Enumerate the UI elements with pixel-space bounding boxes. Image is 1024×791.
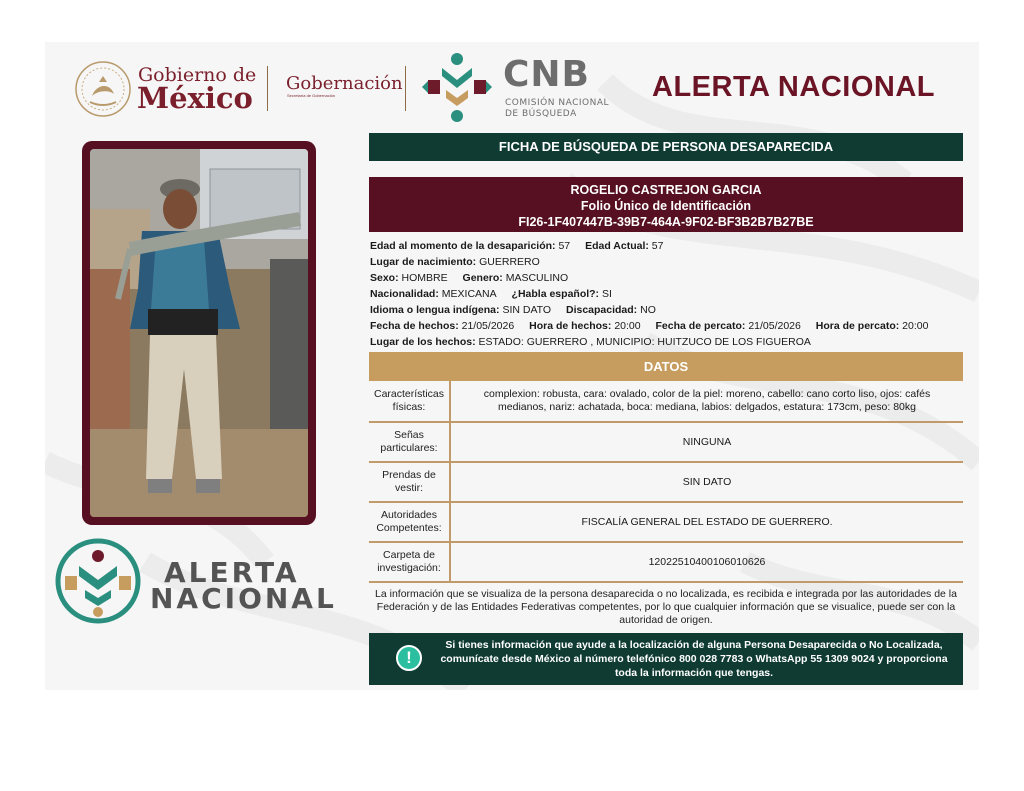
datos-key: Carpeta de investigación: bbox=[369, 542, 450, 582]
folio-id: FI26-1F407447B-39B7-464A-9F02-BF3B2B7B27BE bbox=[518, 215, 814, 229]
datos-key: Autoridades Competentes: bbox=[369, 502, 450, 542]
datos-value: FISCALÍA GENERAL DEL ESTADO DE GUERRERO. bbox=[450, 502, 963, 542]
edad-actual-value: 57 bbox=[651, 240, 664, 252]
info-line-edad bbox=[370, 240, 675, 252]
exclamation-icon: ! bbox=[396, 645, 422, 671]
cnb-subtitle-1: COMISIÓN NACIONAL bbox=[505, 98, 609, 108]
fecha-percato-value: 21/05/2026 bbox=[748, 320, 801, 332]
datos-key: Prendas de vestir: bbox=[369, 462, 450, 502]
photo-frame bbox=[82, 141, 316, 525]
datos-value: 12022510400106010626 bbox=[450, 542, 963, 582]
edad-desap-label: Edad al momento de la desaparición: bbox=[370, 240, 556, 252]
discapacidad-label: Discapacidad: bbox=[565, 304, 638, 316]
info-line-idioma bbox=[370, 304, 668, 316]
fecha-hechos-label: Fecha de hechos: bbox=[370, 320, 459, 332]
hora-percato-label: Hora de percato: bbox=[815, 320, 900, 332]
person-name-block bbox=[369, 177, 963, 232]
table-row bbox=[369, 381, 963, 422]
table-row bbox=[369, 422, 963, 462]
header-divider bbox=[267, 66, 268, 111]
alerta-logo-line1: ALERTA bbox=[164, 556, 300, 589]
info-line-fechas bbox=[370, 320, 940, 332]
hora-percato-value: 20:00 bbox=[902, 320, 929, 332]
info-line-nacionalidad bbox=[370, 288, 624, 300]
cnb-title: CNB bbox=[503, 54, 590, 95]
person-photo bbox=[90, 149, 308, 517]
habla-value: SI bbox=[601, 288, 612, 300]
alerta-logo-line2: NACIONAL bbox=[150, 582, 337, 615]
folio-label: Folio Único de Identificación bbox=[580, 199, 752, 213]
hora-hechos-value: 20:00 bbox=[614, 320, 641, 332]
gobernacion-sub: Secretaría de Gobernación bbox=[287, 93, 336, 98]
cnb-emblem-icon bbox=[420, 50, 494, 124]
datos-value: SIN DATO bbox=[450, 462, 963, 502]
lugar-hechos-label: Lugar de los hechos: bbox=[370, 336, 476, 348]
datos-key: Señas particulares: bbox=[369, 422, 450, 462]
hora-hechos-label: Hora de hechos: bbox=[529, 320, 612, 332]
alerta-nacional-logo-icon bbox=[55, 538, 141, 624]
datos-key: Características físicas: bbox=[369, 381, 450, 422]
fecha-percato-label: Fecha de percato: bbox=[655, 320, 746, 332]
gobernacion-logo: Gobernación bbox=[286, 73, 403, 94]
edad-desap-value: 57 bbox=[558, 240, 571, 252]
info-line-sexo bbox=[370, 272, 580, 284]
gobierno-line1: Gobierno de bbox=[138, 64, 257, 86]
info-line-nacimiento bbox=[370, 256, 552, 268]
datos-table bbox=[369, 381, 963, 583]
coat-of-arms-logo bbox=[74, 60, 132, 118]
header-divider bbox=[405, 66, 406, 111]
cnb-subtitle-2: DE BÚSQUEDA bbox=[505, 109, 577, 119]
sexo-label: Sexo: bbox=[370, 272, 399, 284]
ficha-title: FICHA DE BÚSQUEDA DE PERSONA DESAPARECIDA bbox=[369, 133, 963, 161]
discapacidad-value: NO bbox=[640, 304, 656, 316]
person-name: ROGELIO CASTREJON GARCIA bbox=[570, 183, 762, 197]
genero-value: MASCULINO bbox=[505, 272, 569, 284]
contact-text: Si tienes información que ayude a la localización de alguna Persona Desaparecida o No Localizada, comunícate desde México al número telefónico 800 028 7783 o WhatsApp 55 1309 9024 y proporciona toda la información que tengas. bbox=[440, 639, 948, 679]
datos-header: DATOS bbox=[369, 352, 963, 381]
contact-banner bbox=[369, 633, 963, 685]
fecha-hechos-value: 21/05/2026 bbox=[461, 320, 515, 332]
datos-value: NINGUNA bbox=[450, 422, 963, 462]
edad-actual-label: Edad Actual: bbox=[585, 240, 649, 252]
alerta-nacional-header: ALERTA NACIONAL bbox=[652, 71, 935, 103]
table-row bbox=[369, 542, 963, 582]
lugar-nac-label: Lugar de nacimiento: bbox=[370, 256, 477, 268]
lugar-nac-value: GUERRERO bbox=[479, 256, 540, 268]
datos-value: complexion: robusta, cara: ovalado, color de la piel: moreno, cabello: cano corto liso, ojos: cafés medianos, nariz: achatada, boca: mediana, labios: delgados, estatura: 173cm, peso: 80kg bbox=[450, 381, 963, 422]
idioma-label: Idioma o lengua indígena: bbox=[370, 304, 500, 316]
habla-label: ¿Habla español?: bbox=[511, 288, 600, 300]
nacionalidad-label: Nacionalidad: bbox=[370, 288, 439, 300]
genero-label: Genero: bbox=[462, 272, 503, 284]
gobierno-line2: México bbox=[137, 81, 253, 115]
lugar-hechos-value: ESTADO: GUERRERO , MUNICIPIO: HUITZUCO DE LOS FIGUEROA bbox=[478, 336, 811, 348]
sexo-value: HOMBRE bbox=[401, 272, 448, 284]
nacionalidad-value: MEXICANA bbox=[441, 288, 497, 300]
disclaimer-text: La información que se visualiza de la persona desaparecida o no localizada, es recibida e integrada por las autoridades de la Federación y de las Entidades Federativas competentes, por lo que cualquier información que se visualice, puede ser con la autoridad de origen. bbox=[375, 588, 957, 626]
idioma-value: SIN DATO bbox=[502, 304, 552, 316]
info-line-lugar-hechos bbox=[370, 336, 823, 348]
table-row bbox=[369, 502, 963, 542]
table-row bbox=[369, 462, 963, 502]
